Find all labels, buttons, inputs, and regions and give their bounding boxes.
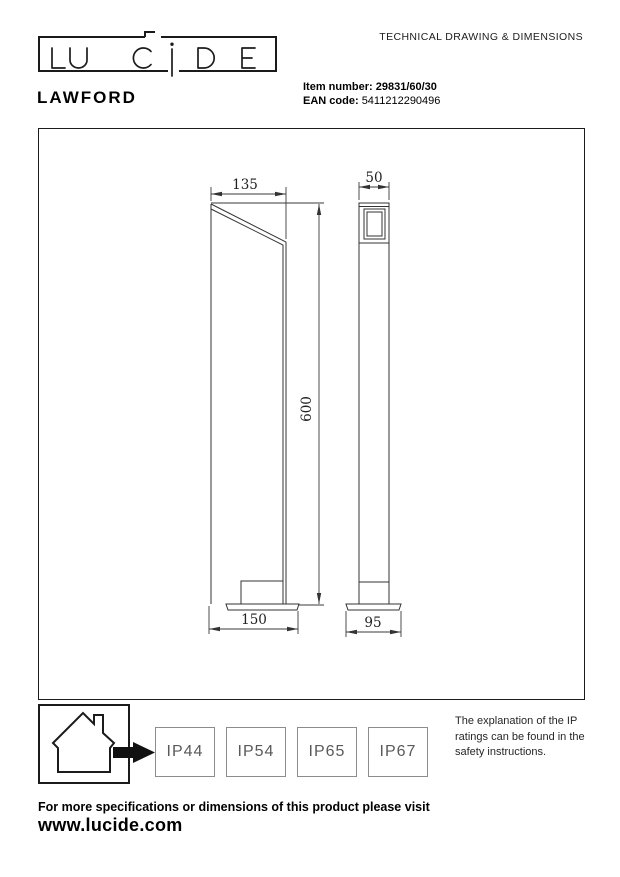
front-view	[211, 204, 299, 610]
ean-row	[303, 94, 440, 108]
house-icon	[53, 713, 114, 772]
footer-website: www.lucide.com	[38, 815, 183, 835]
item-info	[303, 80, 440, 108]
footer-more-info: For more specifications or dimensions of this product please visit	[38, 800, 430, 814]
technical-drawing-frame	[38, 128, 585, 700]
ip-rating-ip44: IP44	[155, 727, 215, 777]
logo-frame	[39, 32, 276, 71]
ean-value: 5411212290496	[361, 95, 441, 107]
product-name: LAWFORD	[37, 88, 137, 107]
ip-note: The explanation of the IP ratings can be found in the safety instructions.	[455, 715, 585, 758]
dim-base-width-value: 150	[241, 612, 267, 628]
ip-rating-ip54: IP54	[226, 727, 286, 777]
dim-side-base-width	[346, 611, 401, 637]
dim-front-width-value: 135	[232, 177, 258, 193]
item-number-value: 29831/60/30	[375, 81, 437, 93]
item-number-label: Item number:	[303, 81, 373, 93]
dim-side-width	[359, 170, 389, 200]
dim-height	[211, 203, 324, 605]
document-title: TECHNICAL DRAWING & DIMENSIONS	[379, 31, 583, 43]
side-view	[346, 203, 401, 610]
item-number-row	[303, 80, 440, 94]
dim-front-width	[211, 177, 286, 239]
ip-rating-ip67: IP67	[368, 727, 428, 777]
ean-label: EAN code:	[303, 95, 359, 107]
technical-drawing	[39, 129, 586, 701]
dim-side-width-value: 50	[365, 170, 383, 186]
lucide-logo	[38, 30, 283, 80]
ip-rating-ip65: IP65	[297, 727, 357, 777]
dim-side-base-value: 95	[364, 615, 382, 631]
dim-height-value: 600	[299, 396, 315, 422]
arrow-right-icon	[113, 742, 155, 763]
house-outdoor-icon	[36, 700, 160, 790]
